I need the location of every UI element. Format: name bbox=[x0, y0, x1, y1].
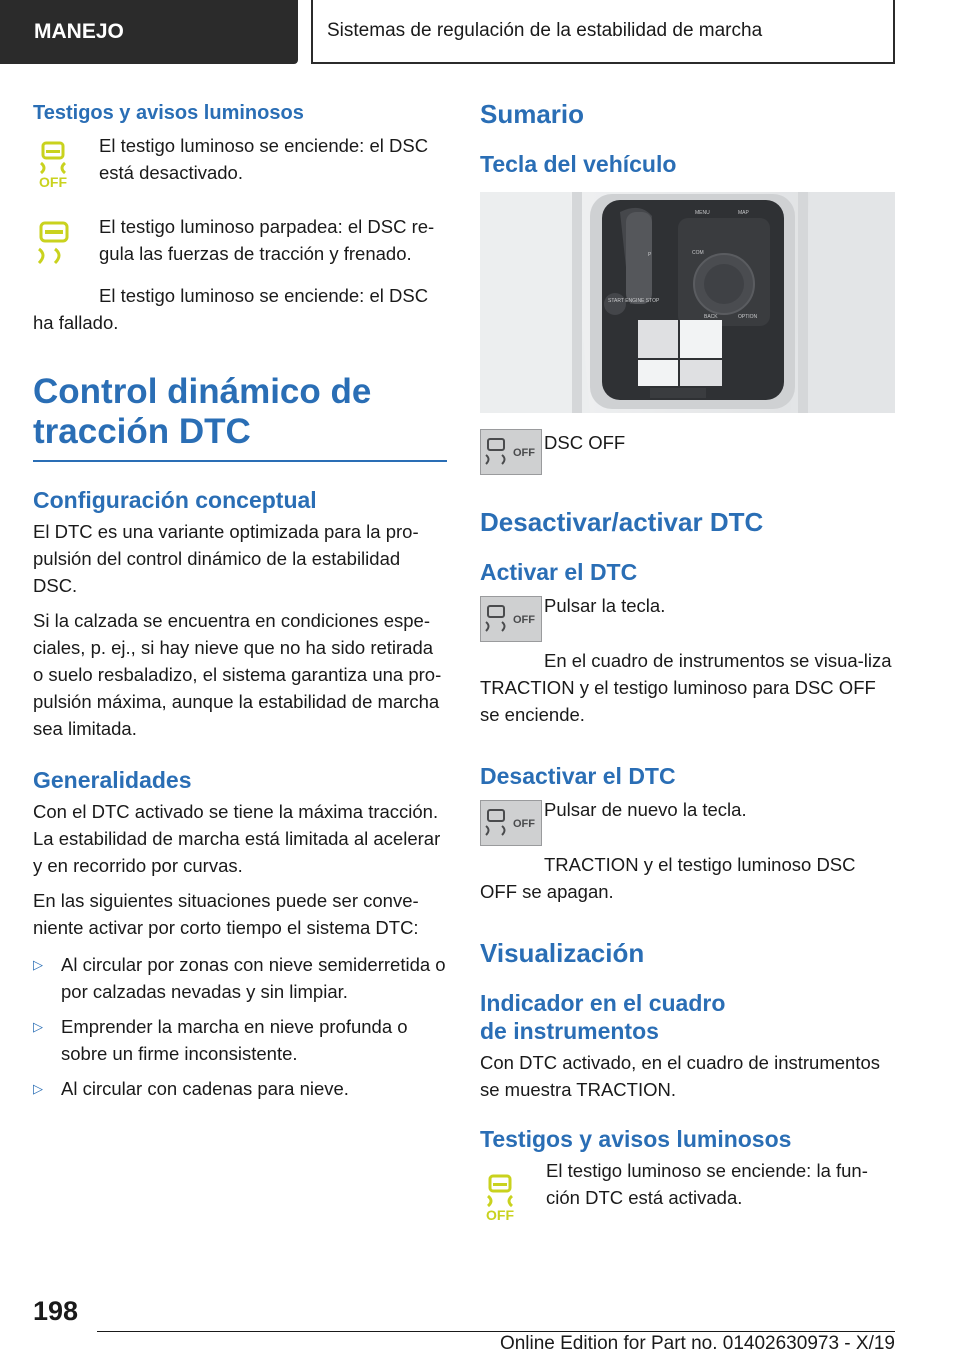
concept-heading: Configuración conceptual bbox=[33, 487, 317, 513]
triangle-bullet-icon: ▷ bbox=[33, 1019, 43, 1034]
activate-step1: Pulsar la tecla. bbox=[544, 595, 666, 616]
vehicle-key-heading: Tecla del vehículo bbox=[480, 151, 677, 177]
center-console-photo bbox=[480, 192, 895, 413]
warning-item-dsc-regulating bbox=[33, 213, 447, 274]
svg-text:OFF: OFF bbox=[486, 1207, 514, 1223]
general-heading: Generalidades bbox=[33, 767, 192, 793]
warn2-text: El testigo luminoso parpadea: el DSC re-gula las fuerzas de tracción y frenado. bbox=[99, 216, 435, 264]
svg-text:OFF: OFF bbox=[513, 818, 535, 830]
right-warn-text: El testigo luminoso se enciende: la fun-ción DTC está activada. bbox=[546, 1160, 868, 1208]
general-paragraph-2: En las siguientes situaciones puede ser conve-niente activar por corto tiempo el sistema DTC: bbox=[33, 890, 419, 938]
activate-step-row bbox=[480, 592, 895, 647]
dsc-off-key-item bbox=[480, 429, 895, 480]
svg-text:MENU: MENU bbox=[695, 210, 710, 216]
edition-footer: Online Edition for Part no. 01402630973 - X/19 bbox=[499, 1333, 895, 1354]
dtc-title-line1: Control dinámico de bbox=[33, 372, 372, 411]
page-header-title: Sistemas de regulación de la estabilidad de marcha bbox=[311, 0, 895, 64]
summary-heading: Sumario bbox=[480, 99, 585, 129]
left-column bbox=[33, 100, 447, 1102]
dsc-off-key-icon bbox=[480, 592, 544, 647]
dsc-regulating-yellow-icon bbox=[33, 213, 99, 274]
footer-divider bbox=[97, 1331, 895, 1332]
triangle-bullet-icon: ▷ bbox=[33, 957, 43, 972]
triangle-bullet-icon: ▷ bbox=[33, 1081, 43, 1096]
right-column bbox=[480, 100, 895, 1228]
indicator-text: Con DTC activado, en el cuadro de instrumentos se muestra TRACTION. bbox=[480, 1052, 881, 1100]
dsc-off-key-icon bbox=[480, 429, 544, 480]
svg-text:OPTION: OPTION bbox=[738, 314, 758, 320]
svg-text:OFF: OFF bbox=[513, 447, 535, 459]
svg-text:MAP: MAP bbox=[738, 210, 749, 216]
display-heading: Visualización bbox=[480, 938, 645, 968]
general-paragraph-1: Con el DTC activado se tiene la máxima tracción. La estabilidad de marcha está limitada al acelerar y en recorrido por curvas. bbox=[33, 801, 441, 876]
svg-text:START ENGINE STOP: START ENGINE STOP bbox=[608, 298, 660, 304]
dtc-title-line2: tracción DTC bbox=[33, 412, 251, 451]
svg-text:BACK: BACK bbox=[704, 314, 718, 320]
indicator-heading-line1: Indicador en el cuadro bbox=[480, 990, 726, 1016]
section-tab: MANEJO bbox=[0, 0, 298, 64]
activate-step2: En el cuadro de instrumentos se visua-liza TRACTION y el testigo luminoso para DSC OFF se enciende. bbox=[480, 650, 892, 725]
dsc-off-label: DSC OFF bbox=[544, 432, 626, 453]
concept-paragraph-2: Si la calzada se encuentra en condiciones espe-ciales, p. ej., si hay nieve que no ha sido retirada o suelo resbaladizo, el sistema garantiza una pro-pulsión máxima, aunque la estabilidad de marcha sea limitada. bbox=[33, 610, 442, 739]
right-warnings-heading: Testigos y avisos luminosos bbox=[480, 1126, 792, 1152]
list-item bbox=[33, 1013, 447, 1067]
svg-text:COM: COM bbox=[692, 250, 704, 256]
deactivate-step-row bbox=[480, 796, 895, 851]
dsc-off-key-icon bbox=[480, 796, 544, 851]
page-number: 198 bbox=[33, 1296, 79, 1326]
concept-paragraph-1: El DTC es una variante optimizada para la pro-pulsión del control dinámico de la estabilidad DSC. bbox=[33, 521, 419, 596]
deactivate-heading: Desactivar el DTC bbox=[480, 763, 676, 789]
warn3-text: El testigo luminoso se enciende: el DSC ha fallado. bbox=[33, 285, 429, 333]
svg-text:P: P bbox=[648, 252, 652, 258]
indicator-heading-line2: de instrumentos bbox=[480, 1018, 659, 1044]
warn1-text: El testigo luminoso se enciende: el DSC está desactivado. bbox=[99, 135, 429, 183]
bullet-text: Al circular con cadenas para nieve. bbox=[61, 1078, 349, 1099]
list-item bbox=[33, 951, 447, 1005]
bullet-text: Al circular por zonas con nieve semiderretida o por calzadas nevadas y sin limpiar. bbox=[61, 954, 446, 1002]
title-divider bbox=[33, 460, 447, 462]
dtc-active-yellow-icon bbox=[480, 1157, 546, 1228]
deactivate-step1: Pulsar de nuevo la tecla. bbox=[544, 799, 747, 820]
svg-text:OFF: OFF bbox=[513, 614, 535, 626]
warning-item-dsc-off bbox=[33, 132, 447, 195]
activate-heading: Activar el DTC bbox=[480, 559, 638, 585]
warnings-heading: Testigos y avisos luminosos bbox=[33, 102, 304, 124]
dsc-off-yellow-icon bbox=[33, 132, 99, 195]
toggle-heading: Desactivar/activar DTC bbox=[480, 507, 764, 537]
bullet-text: Emprender la marcha en nieve profunda o sobre un firme inconsistente. bbox=[61, 1016, 408, 1064]
svg-text:OFF: OFF bbox=[39, 174, 67, 190]
deactivate-step2: TRACTION y el testigo luminoso DSC OFF se apagan. bbox=[480, 854, 856, 902]
list-item bbox=[33, 1075, 447, 1102]
dtc-active-warning-item bbox=[480, 1157, 895, 1228]
